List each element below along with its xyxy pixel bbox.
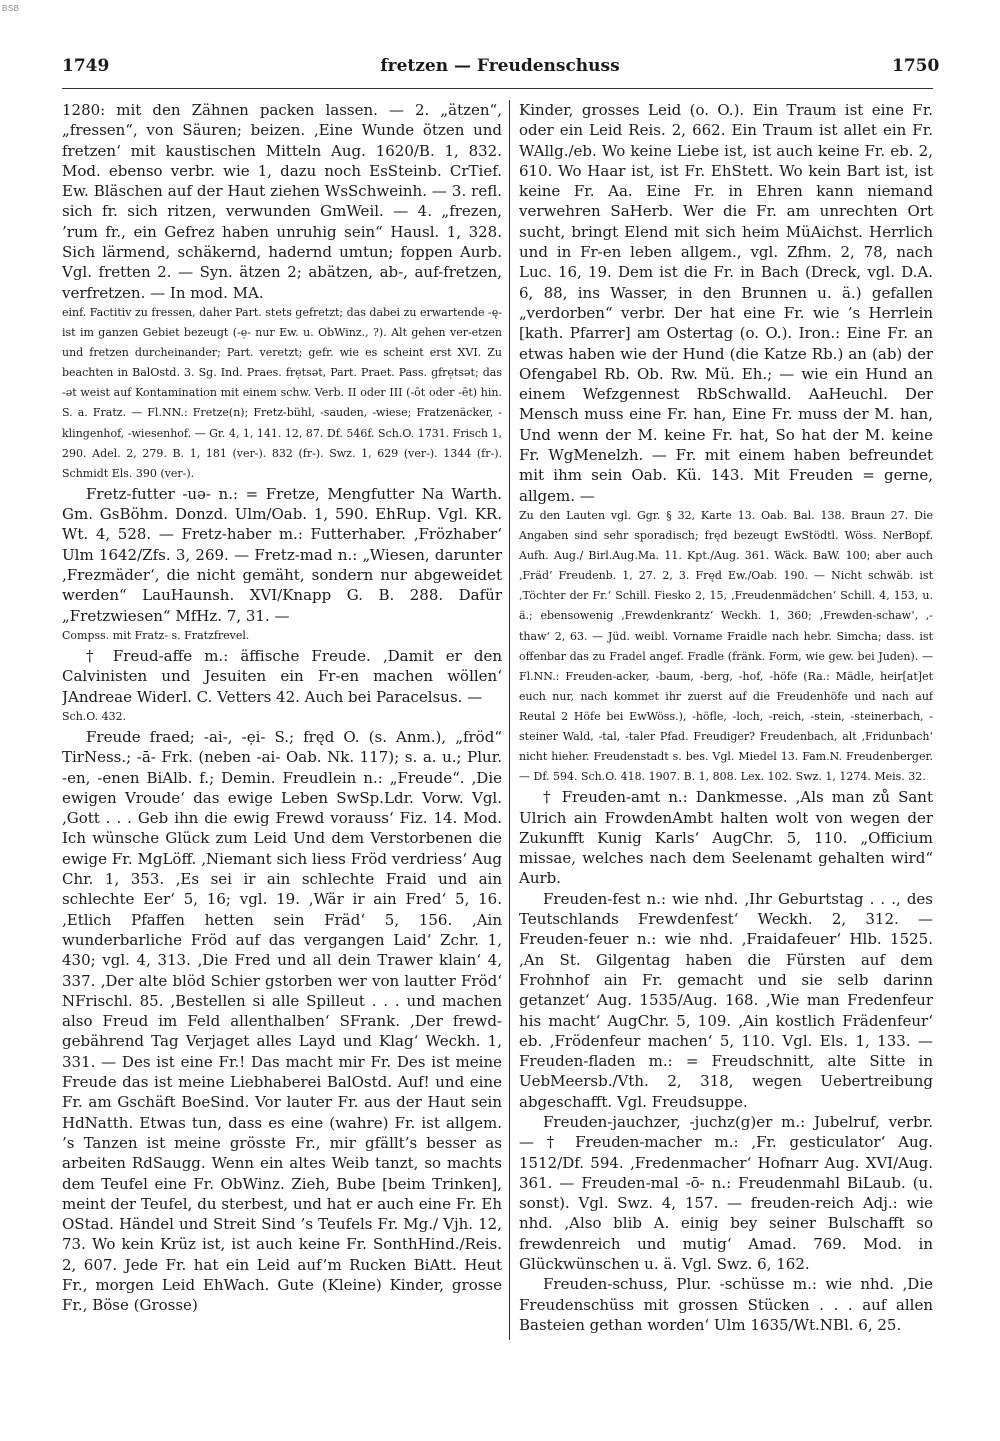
column-divider <box>509 100 510 1340</box>
dictionary-paragraph: Compss. mit Fratz- s. Fratzfrevel. <box>62 628 250 642</box>
page-number-left: 1749 <box>62 56 110 76</box>
dictionary-paragraph: Zu den Lauten vgl. Ggr. § 32, Karte 13. Oab. Bal. 138. Braun 27. Die Angaben sind sehr sporadisch; fręd bezeugt EwStödtl. Wöss. NerBopf. Aufh. Aug./ Birl.Aug.Ma. 11. Kpt./Aug. 361. Wäck. BaW. 100; aber auch ‚Fräd‘ Freudenb. 1, 27. 2, 3. Fręd Ew./Oab. 190. — Nicht schwäb. ist ‚Töchter der Fr.‘ Schill. Fiesko 2, 15, ‚Freudenmädchen‘ Schill. 4, 153, u. ä.; ebensowenig ‚Frewdenkrantz‘ Weckh. 1, 360; ‚Frewden-schaw‘, ‚-thaw‘ 2, 63. — Jüd. weibl. Vorname Fraidle nach hebr. Simcha; dass. ist offenbar das zu Fradel angef. Fradle (fränk. Form, wie gew. bei Juden). — Fl.NN.: Freuden-acker, -baum, -berg, -hof, -höfe (Ra.: Mädle, heir[at]et euch nur, nach kommet ihr zuerst auf die Freudenhöfe und nach auf Reutal 2 Höfe bei EwWöss.), -höfle, -loch, -reich, -stein, -steinerbach, -steiner Wald, -tal, -taler Pfad. Freudiger? Freudenbach, alt ‚Fridunbach‘ nicht hieher. Freudenstadt s. bes. Vgl. Miedel 13. Fam.N. Freudenberger. — Df. 594. Sch.O. 418. 1907. B. 1, 808. Lex. 102. Swz. 1, 1274. Meis. 32. <box>519 508 933 784</box>
dictionary-paragraph: † Freuden-amt n.: Dankmesse. ‚Als man zů Sant Ulrich ain FrowdenAmbt halten wolt von wegen der Zukunfft Kunig Karls‘ AugChr. 5, 110. „Officium missae, welches nach dem Seelenamt gehalten wird“ Aurb. <box>519 788 933 888</box>
right-column <box>519 100 933 1350</box>
dictionary-paragraph: Freuden-jauchzer, -juchz(g)er m.: Jubelruf, verbr. — † Freuden-macher m.: ‚Fr. gesticulator‘ Aug. 1512/Df. 594. ‚Fredenmacher‘ Hofnarr Aug. XVI/Aug. 361. — Freuden-mal -ō- n.: Freudenmahl BiLaub. (u. sonst). Vgl. Swz. 4, 157. — freuden-reich Adj.: wie nhd. ‚Also blib A. einig bey seiner Bulschafft so frewdenreich und mutig‘ Amad. 769. Mod. in Glückwünschen u. ä. Vgl. Swz. 6, 162. <box>519 1113 933 1274</box>
dictionary-paragraph: Kinder, grosses Leid (o. O.). Ein Traum ist eine Fr. oder ein Leid Reis. 2, 662. Ein Traum ist allet ein Fr. WAllg./eb. Wo keine Liebe ist, ist auch keine Fr. eb. 2, 610. Wo Haar ist, ist Fr. EhStett. Wo kein Bart ist, ist keine Fr. Aa. Eine Fr. in Ehren kann niemand verwehren SaHerb. Wer die Fr. am unrechten Ort sucht, bringt Elend mit sich heim MüAichst. Herrlich und in Fr-en leben allgem., vgl. Zfhm. 2, 78, nach Luc. 16, 19. Dem ist die Fr. in Bach (Dreck, vgl. D.A. 6, 88, ins Wasser, in den Brunnen u. ä.) gefallen „verdorben“ verbr. Der hat eine Fr. wie ’s Herrlein [kath. Pfarrer] am Ostertag (o. O.). Iron.: Eine Fr. an etwas haben wie der Hund (die Katze Rb.) an (ab) der Ofengabel Rb. Ob. Rw. Mü. Eh.; — wie ein Hund an einem Wefzgennest RbSchwalld. AaHeuchl. Der Mensch muss eine Fr. han, Eine Fr. muss der M. han, Und wenn der M. keine Fr. hat, So hat der M. keine Fr. WgMenelzh. — Fr. mit einem haben befreundet mit ihm sein Oab. Kü. 143. Mit Freuden = gerne, allgem. — <box>519 101 933 505</box>
dictionary-paragraph: Freuden-fest n.: wie nhd. ‚Ihr Geburtstag . . ., des Teutschlands Frewdenfest‘ Weckh. 2, 312. — Freuden-feuer n.: wie nhd. ‚Fraidafeuer‘ Hlb. 1525. ‚An St. Gilgentag haben die Fürsten auf dem Frohnhof ain Fr. gemacht und sie selb darinn getanzet‘ Aug. 1535/Aug. 168. ‚Wie man Fredenfeur his macht‘ AugChr. 5, 109. ‚Ain kostlich Frädenfeur‘ eb. ‚Frödenfeur machen‘ 5, 110. Vgl. Els. 1, 133. — Freuden-fladen m.: = Freudschnitt, alte Sitte in UebMeersb./Vth. 2, 318, wegen Uebertreibung abgeschafft. Vgl. Freudsuppe. <box>519 889 933 1111</box>
dictionary-paragraph: Fretz-futter -uə- n.: = Fretze, Mengfutter Na Warth. Gm. GsBöhm. Donzd. Ulm/Oab. 1, 590. EhRup. Vgl. KR. Wt. 4, 528. — Fretz-haber m.: Futterhaber. ‚Frözhaber‘ Ulm 1642/Zfs. 3, 269. — Fretz-mad n.: „Wiesen, darunter ‚Frezmäder‘, die nicht gemäht, sondern nur abgeweidet werden“ LauHaunsh. XVI/Knapp G. B. 288. Dafür „Fretzwiesen“ MfHz. 7, 31. — <box>62 484 502 625</box>
dictionary-paragraph: einf. Factitiv zu fressen, daher Part. stets gefretzt; das dabei zu erwartende -ę- ist im ganzen Gebiet bezeugt (-ẹ- nur Ew. u. ObWinz., ?). Alt gehen ver-etzen und fretzen durcheinander; Part. veretzt; gefr. wie es scheint erst XVI. Zu beachten in BalOstd. 3. Sg. Ind. Praes. frẹtsət, Part. Praet. Pass. gfrẹtsət; das -ət weist auf Kontamination mit einem schw. Verb. II oder III (-ōt oder -ēt) hin. S. a. Fratz. — Fl.NN.: Fretze(n); Fretz-bühl, -sauden, -wiese; Fratzenäcker, -klingenhof, -wiesenhof. — Gr. 4, 1, 141. 12, 87. Df. 546f. Sch.O. 1731. Frisch 1, 290. Adel. 2, 279. B. 1, 181 (ver-). 832 (fr-). Swz. 1, 629 (ver-). 1344 (fr-). Schmidt Els. 390 (ver-). <box>62 305 502 480</box>
dictionary-paragraph: Freude fraed; -ai-, -ẹi- S.; fręd O. (s. Anm.), „fröd“ TirNess.; -ā- Frk. (neben -ai- Oab. Nk. 117); s. a. u.; Plur. -en, -enen BiAlb. f.; Demin. Freudlein n.: „Freude“. ‚Die ewigen Vroude‘ das ewige Leben SwSp.Ldr. Vorw. Vgl. ‚Gott . . . Geb ihn die ewig Frewd vorauss‘ Fiz. 14. Mod. Ich wünsche Glück zum Leid Und dem Verstorbenen die ewige Fr. MgLöff. ‚Niemant sich liess Fröd verdriess‘ Aug Chr. 1, 353. ‚Es sei ir ain schlechte Fraid und ain schlechte Eer‘ 5, 16; vgl. 19. ‚Wär ir ain Fred‘ 5, 16. ‚Etlich Pfaffen hetten sein Fräd‘ 5, 156. ‚Ain wunderbarliche Fröd auf das vergangen Laid‘ Zchr. 1, 430; vgl. 4, 313. ‚Die Fred und all dein Trawer klain‘ 4, 337. ‚Der alte blöd Schier gstorben wer von lautter Fröd‘ NFrischl. 85. ‚Bestellen si alle Spilleut . . . und machen also Freud im Feld allenthalben‘ SFrank. ‚Der frewd-gebährend Tag Verjaget alles Layd und Klag‘ Weckh. 1, 331. — Des ist eine Fr.! Das macht mir Fr. Des ist meine Freude das ist meine Liebhaberei BalOstd. Auf! und eine Fr. am Gschäft BoeSind. Vor lauter Fr. aus der Haut sein HdNatth. Etwas tun, dass es eine (wahre) Fr. ist allgem. ’s Tanzen ist meine grösste Fr., mir gfällt’s besser as arbeiten RdSaugg. Wenn ein altes Weib tanzt, so machts dem Teufel eine Fr. ObWinz. Zieh, Bube [beim Trinken], meint der Teufel, du sterbest, und hat er auch eine Fr. Eh OStad. Händel und Streit Sind ’s Teufels Fr. Mg./ Vjh. 12, 73. Wo kein Krüz ist, ist auch keine Fr. SonthHind./Reis. 2, 607. Jede Fr. hat ein Leid auf’m Rucken BiAtt. Heut Fr., morgen Leid EhWach. Gute (Kleine) Kinder, grosse Fr., Böse (Grosse) <box>62 727 502 1315</box>
left-column <box>62 100 502 1350</box>
header-rule <box>62 88 933 89</box>
page-number-right: 1750 <box>892 56 940 76</box>
dictionary-paragraph: Freuden-schuss, Plur. -schüsse m.: wie nhd. ‚Die Freudenschüss mit grossen Stücken . . . auf allen Basteien gethan worden‘ Ulm 1635/Wt.NBl. 6, 25. <box>519 1275 933 1334</box>
dictionary-paragraph: Sch.O. 432. <box>62 709 127 723</box>
library-stamp: BSB <box>2 4 20 13</box>
dictionary-paragraph: † Freud-affe m.: äffische Freude. ‚Damit er den Calvinisten und Jesuiten ein Fr-en machen wöllen‘ JAndreae Widerl. C. Vetters 42. Auch bei Paracelsus. — <box>62 646 502 706</box>
running-header: fretzen — Freudenschuss <box>380 56 620 76</box>
dictionary-paragraph: 1280: mit den Zähnen packen lassen. — 2. „ätzen“, „fressen“, von Säuren; beizen. ‚Eine Wunde ötzen und fretzen‘ mit kaustischen Mitteln Aug. 1620/B. 1, 832. Mod. ebenso verbr. wie 1, dazu noch EsSteinb. CrTief. Ew. Bläschen auf der Haut ziehen WsSchweinh. — 3. refl. sich fr. sich ritzen, verwunden GmWeil. — 4. „frezen, ’rum fr., ein Gefrez haben unruhig sein“ Hausl. 1, 328. Sich lärmend, schäkernd, hadernd umtun; foppen Aurb. Vgl. fretten 2. — Syn. ätzen 2; abätzen, ab-, auf-fretzen, verfretzen. — In mod. MA. <box>62 101 502 302</box>
